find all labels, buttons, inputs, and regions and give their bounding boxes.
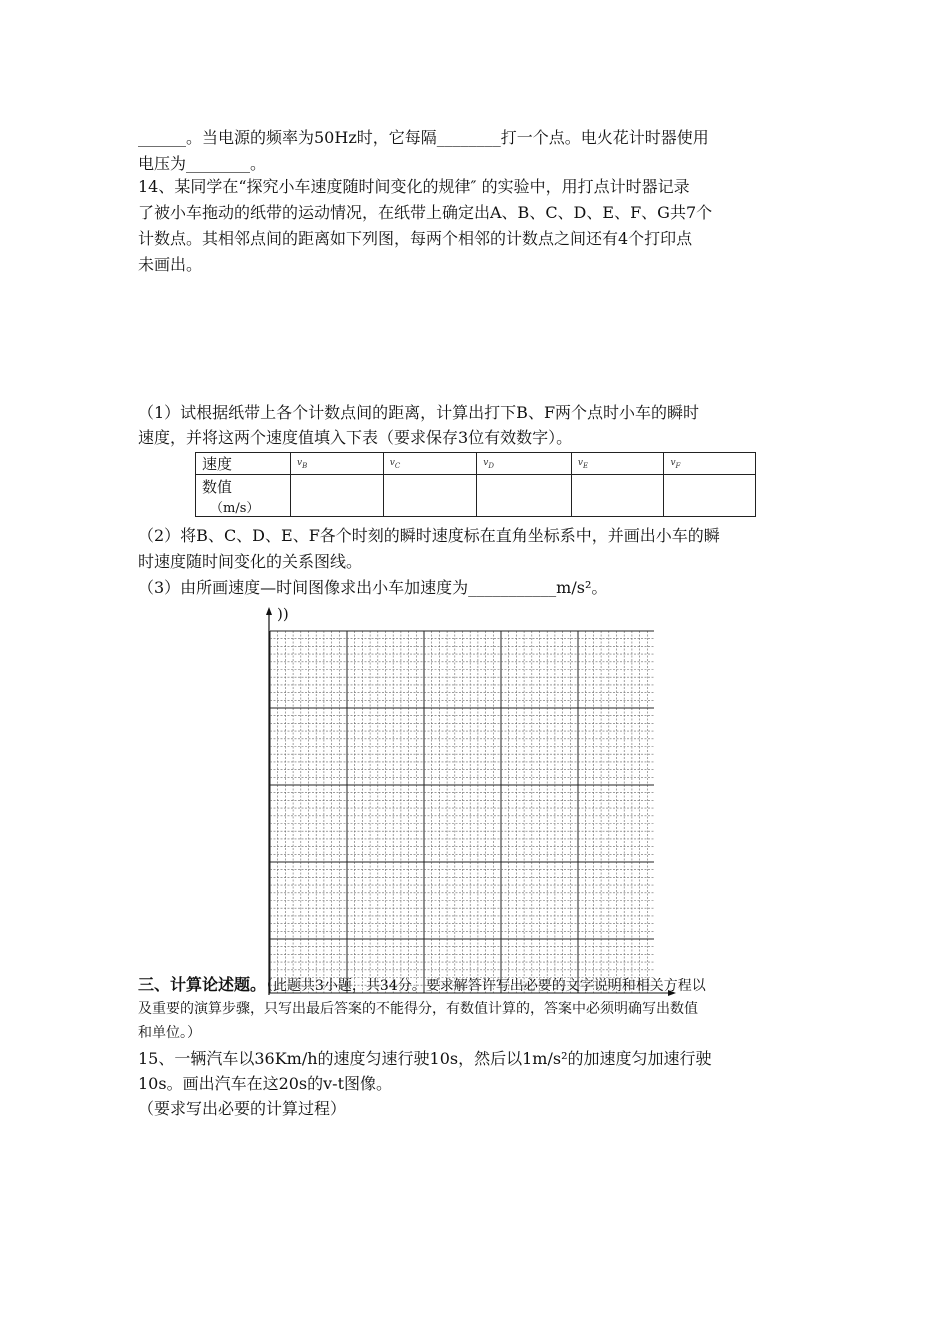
value-unit: （m/s） xyxy=(210,500,260,516)
value-label: 数值 xyxy=(202,477,233,496)
grid-lines xyxy=(270,631,654,993)
value-label-cell xyxy=(196,475,291,517)
value-cell-vF[interactable] xyxy=(664,475,756,517)
table-row xyxy=(196,475,756,517)
speed-label: 速度 xyxy=(196,453,291,475)
y-axis-arrow-icon xyxy=(266,607,272,615)
q14-part1-line-2: 速度，并将这两个速度值填入下表（要求保存3位有效数字）。 xyxy=(138,428,573,447)
q14-part2-line-2: 时速度随时间变化的关系图线。 xyxy=(138,552,363,571)
header-vF: $v_F$ xyxy=(664,453,756,475)
q14-part2-line-1: （2）将B、C、D、E、F各个时刻的瞬时速度标在直角坐标系中，并画出小车的瞬 xyxy=(138,526,720,545)
q14-text-3: 计数点。其相邻点间的距离如下列图，每两个相邻的计数点之间还有4个打印点 xyxy=(138,229,693,248)
section3-intro-2: 及重要的演算步骤，只写出最后答案的不能得分，有数值计算的，答案中必须明确写出数值 xyxy=(138,1001,698,1017)
table-row xyxy=(196,453,756,475)
header-vD: $v_D$ xyxy=(477,453,572,475)
q15-text-1: 15、一辆汽车以36Km/h的速度匀速行驶10s，然后以1m/s²的加速度匀加速行驶 xyxy=(138,1049,712,1068)
section3-header xyxy=(138,975,706,996)
q14-text-4: 未画出。 xyxy=(138,255,203,274)
q14-text-1: 14、某同学在“探究小车速度随时间变化的规律″ 的实验中，用打点计时器记录 xyxy=(138,177,690,196)
header-vC: $v_C$ xyxy=(383,453,477,475)
q14-part1-line-1: （1）试根据纸带上各个计数点间的距离，计算出打下B、F两个点时小车的瞬时 xyxy=(138,403,700,422)
y-axis-label: )) xyxy=(277,605,289,623)
header-vB: $v_B$ xyxy=(291,453,384,475)
q14-part3-line: （3）由所画速度—时间图像求出小车加速度为___________m/s²。 xyxy=(138,578,608,597)
graph-paper xyxy=(262,605,682,1000)
velocity-table xyxy=(195,452,756,517)
value-cell-vE[interactable] xyxy=(571,475,664,517)
q15-text-3: （要求写出必要的计算过程） xyxy=(138,1099,347,1118)
section3-title: 三、计算论述题。 xyxy=(138,975,267,994)
value-cell-vC[interactable] xyxy=(383,475,477,517)
section3-intro-1: （此题共3小题，共34分。要求解答许写出必要的文字说明和相关方程以 xyxy=(266,978,706,994)
value-cell-vB[interactable] xyxy=(291,475,384,517)
q13-fill-line-2: 电压为________。 xyxy=(138,154,267,173)
header-vE: $v_E$ xyxy=(571,453,664,475)
q14-text-2: 了被小车拖动的纸带的运动情况，在纸带上确定出A、B、C、D、E、F、G共7个 xyxy=(138,203,713,222)
q15-text-2: 10s。画出汽车在这20s的v-t图像。 xyxy=(138,1074,393,1093)
section3-intro-3: 和单位。） xyxy=(138,1025,201,1041)
value-cell-vD[interactable] xyxy=(477,475,572,517)
q13-fill-line-1: ______。当电源的频率为50Hz时，它每隔________打一个点。电火花计时器使用 xyxy=(138,128,709,147)
